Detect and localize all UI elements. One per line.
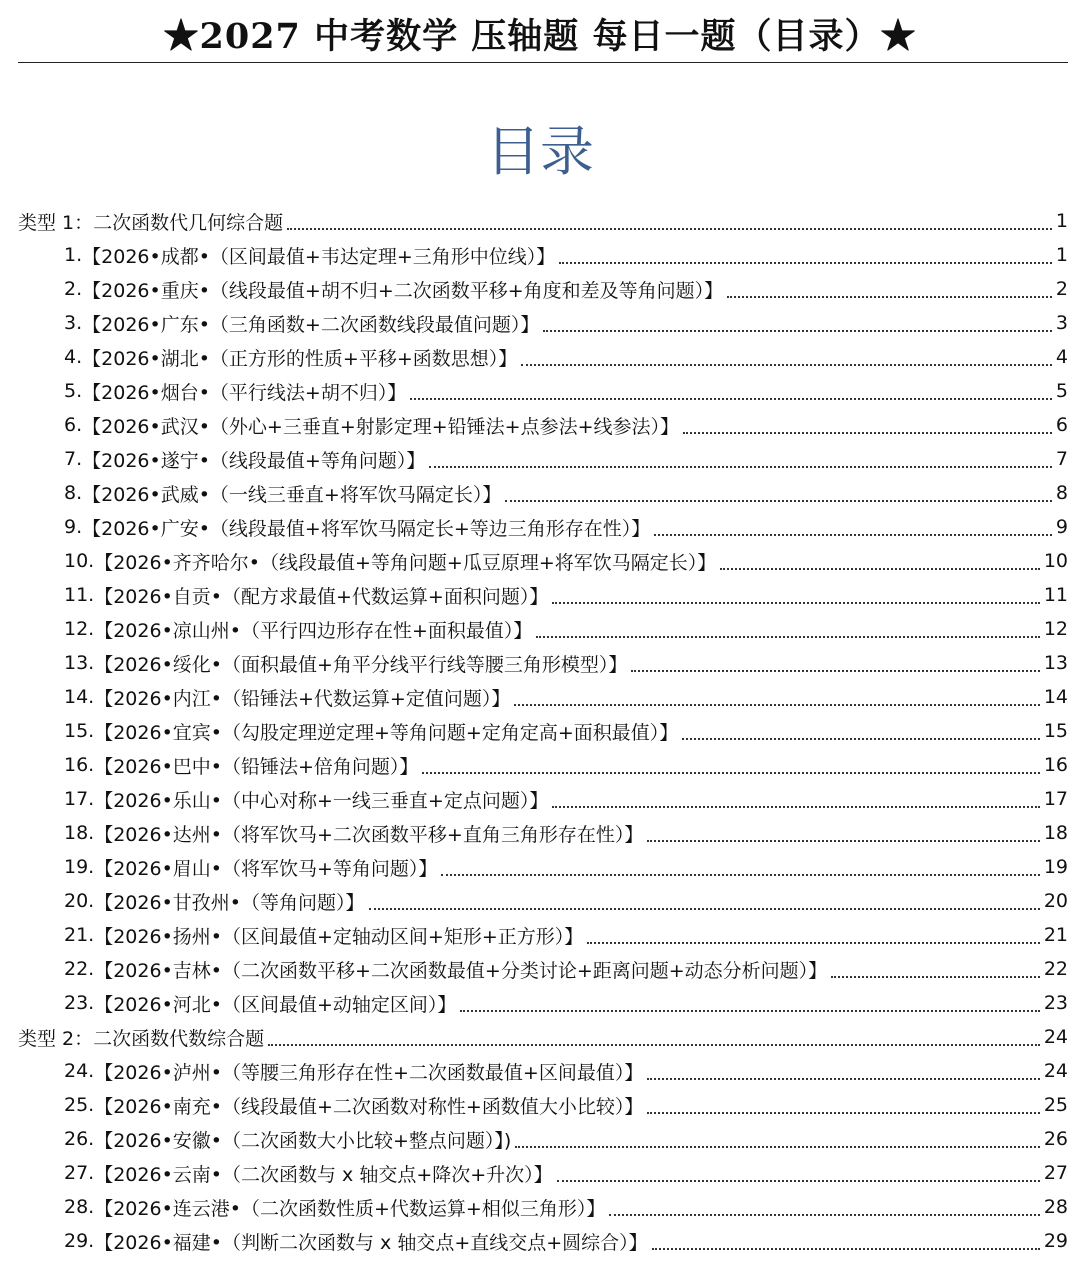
toc-entry-row[interactable]: [0, 816, 1080, 850]
toc-entry-number: 1.: [64, 244, 83, 266]
toc-entry-number: 29.: [64, 1230, 95, 1252]
toc-entry-topics: （勾股定理逆定理+等角问题+定角定高+面积最值）】: [222, 721, 679, 744]
toc-dot-leader: [587, 920, 1040, 944]
toc-page-number: 21: [1043, 924, 1068, 946]
toc-entry-source: 【2026•绥化•: [94, 653, 222, 676]
toc-dot-leader: [268, 1022, 1040, 1046]
toc-dot-leader: [536, 614, 1039, 638]
toc-page-number: 10: [1043, 550, 1068, 572]
toc-entry-number: 8.: [64, 482, 83, 504]
toc-entry-topics: （等角问题）】: [241, 891, 365, 914]
toc-entry-number: 25.: [64, 1094, 95, 1116]
toc-entry-number: 17.: [64, 788, 95, 810]
toc-entry-row[interactable]: [0, 986, 1080, 1020]
toc-entry-number: 2.: [64, 278, 83, 300]
toc-entry-topics: （线段最值+将军饮马隔定长+等边三角形存在性）】: [209, 517, 651, 540]
toc-entry-topics: （将军饮马+二次函数平移+直角三角形存在性）】: [222, 823, 644, 846]
toc-entry-row[interactable]: [0, 272, 1080, 306]
toc-page-number: 12: [1043, 618, 1068, 640]
toc-dot-leader: [831, 954, 1040, 978]
toc-dot-leader: [683, 410, 1052, 434]
toc-entry-row[interactable]: [0, 952, 1080, 986]
toc-page-number: 5: [1055, 380, 1068, 402]
toc-dot-leader: [552, 580, 1039, 604]
toc-entry-row[interactable]: [0, 544, 1080, 578]
toc-page-number: 3: [1055, 312, 1068, 334]
toc-entry-topics: （二次函数性质+代数运算+相似三角形）】: [241, 1197, 606, 1220]
toc-entry-topics: （正方形的性质+平移+函数思想）】: [209, 347, 518, 370]
toc-page-number: 4: [1055, 346, 1068, 368]
toc-entry-number: 28.: [64, 1196, 95, 1218]
toc-page-number: 24: [1043, 1026, 1068, 1048]
toc-entry-number: 18.: [64, 822, 95, 844]
toc-entry-row[interactable]: [0, 714, 1080, 748]
toc-entry-source: 【2026•遂宁•: [82, 449, 210, 472]
header-rule: [18, 62, 1068, 63]
toc-entry-topics: （外心+三垂直+射影定理+铅锤法+点参法+线参法）】: [209, 415, 680, 438]
toc-entry-source: 【2026•泸州•: [94, 1061, 222, 1084]
toc-entry-source: 【2026•安徽•: [94, 1129, 222, 1152]
toc-page-number: 25: [1043, 1094, 1068, 1116]
toc-entry-number: 27.: [64, 1162, 95, 1184]
toc-entry-row[interactable]: [0, 748, 1080, 782]
toc-entry-topics: （二次函数与 x 轴交点+降次+升次）】: [222, 1163, 553, 1186]
toc-entry-row[interactable]: [0, 1054, 1080, 1088]
toc-entry-number: 5.: [64, 380, 83, 402]
toc-entry-topics: （判断二次函数与 x 轴交点+直线交点+圆综合）】: [222, 1231, 648, 1254]
toc-dot-leader: [287, 206, 1052, 230]
toc-entry-source: 【2026•南充•: [94, 1095, 222, 1118]
toc-entry-topics: （线段最值+等角问题+瓜豆原理+将军饮马隔定长）】: [260, 551, 717, 574]
toc-entry-row[interactable]: [0, 578, 1080, 612]
toc-entry-row[interactable]: [0, 476, 1080, 510]
toc-dot-leader: [682, 716, 1040, 740]
toc-section-title: 类型 1：二次函数代几何综合题: [18, 211, 284, 234]
toc-entry-topics: （二次函数平移+二次函数最值+分类讨论+距离问题+动态分析问题）】: [222, 959, 828, 982]
toc-entry-row[interactable]: [0, 306, 1080, 340]
toc-entry-source: 【2026•乐山•: [94, 789, 222, 812]
toc-entry-number: 14.: [64, 686, 95, 708]
toc-entry-source: 【2026•广安•: [82, 517, 210, 540]
toc-dot-leader: [552, 784, 1039, 808]
toc-page-number: 8: [1055, 482, 1068, 504]
toc-entry-source: 【2026•武汉•: [82, 415, 210, 438]
toc-section-row[interactable]: [0, 1020, 1080, 1054]
toc-entry-row[interactable]: [0, 782, 1080, 816]
toc-dot-leader: [460, 988, 1039, 1012]
toc-entry-topics: （铅锤法+倍角问题）】: [222, 755, 419, 778]
toc-page-number: 18: [1043, 822, 1068, 844]
toc-dot-leader: [429, 444, 1052, 468]
toc-entry-number: 16.: [64, 754, 95, 776]
toc-entry-row[interactable]: [0, 238, 1080, 272]
toc-entry-topics: （线段最值+胡不归+二次函数平移+角度和差及等角问题）】: [209, 279, 724, 302]
toc-entry-row[interactable]: [0, 1156, 1080, 1190]
toc-entry-source: 【2026•甘孜州•: [94, 891, 241, 914]
toc-entry-source: 【2026•云南•: [94, 1163, 222, 1186]
toc-entry-number: 19.: [64, 856, 95, 878]
toc-entry-topics: （中心对称+一线三垂直+定点问题）】: [222, 789, 549, 812]
toc-entry-number: 10.: [64, 550, 95, 572]
toc-page-number: 26: [1043, 1128, 1068, 1150]
toc-entry-topics: （区间最值+韦达定理+三角形中位线）】: [209, 245, 556, 268]
toc-dot-leader: [441, 852, 1039, 876]
toc-page-number: 16: [1043, 754, 1068, 776]
toc-entry-row[interactable]: [0, 918, 1080, 952]
toc-page-number: 19: [1043, 856, 1068, 878]
toc-entry-source: 【2026•吉林•: [94, 959, 222, 982]
toc-entry-topics: （区间最值+定轴动区间+矩形+正方形）】: [222, 925, 584, 948]
toc-entry-row[interactable]: [0, 374, 1080, 408]
toc-entry-row[interactable]: [0, 646, 1080, 680]
toc-dot-leader: [514, 682, 1039, 706]
toc-dot-leader: [559, 240, 1052, 264]
toc-section-row[interactable]: [0, 204, 1080, 238]
toc-page-number: 28: [1043, 1196, 1068, 1218]
toc-entry-topics: （线段最值+等角问题）】: [209, 449, 426, 472]
toc-page-number: 17: [1043, 788, 1068, 810]
toc-entry-number: 15.: [64, 720, 95, 742]
toc-dot-leader: [647, 818, 1039, 842]
toc-page-number: 15: [1043, 720, 1068, 742]
toc-entry-topics: （一线三垂直+将军饮马隔定长）】: [209, 483, 502, 506]
toc-entry-number: 12.: [64, 618, 95, 640]
toc-entry-source: 【2026•广东•: [82, 313, 210, 336]
toc-page-number: 13: [1043, 652, 1068, 674]
toc-entry-topics: （平行线法+胡不归）】: [209, 381, 407, 404]
toc-entry-row[interactable]: [0, 340, 1080, 374]
toc-page-number: 9: [1055, 516, 1068, 538]
toc-entry-source: 【2026•河北•: [94, 993, 222, 1016]
toc-entry-number: 22.: [64, 958, 95, 980]
toc-page-number: 11: [1043, 584, 1068, 606]
toc-entry-source: 【2026•自贡•: [94, 585, 222, 608]
toc-entry-topics: （配方求最值+代数运算+面积问题）】: [222, 585, 549, 608]
toc-entry-row[interactable]: [0, 680, 1080, 714]
toc-entry-number: 26.: [64, 1128, 95, 1150]
toc-entry-number: 21.: [64, 924, 95, 946]
toc-entry-topics: （二次函数大小比较+整点问题）】): [222, 1129, 512, 1152]
toc-dot-leader: [727, 274, 1052, 298]
toc-page-number: 24: [1043, 1060, 1068, 1082]
toc-dot-leader: [654, 512, 1052, 536]
toc-entry-source: 【2026•巴中•: [94, 755, 222, 778]
toc-page-number: 6: [1055, 414, 1068, 436]
toc-entry-row[interactable]: [0, 884, 1080, 918]
toc-dot-leader: [422, 750, 1039, 774]
toc-entry-topics: （铅锤法+代数运算+定值问题）】: [222, 687, 511, 710]
toc-entry-number: 3.: [64, 312, 83, 334]
toc-entry-topics: （三角函数+二次函数线段最值问题）】: [209, 313, 540, 336]
toc-entry-number: 13.: [64, 652, 95, 674]
toc-page-number: 1: [1055, 210, 1068, 232]
toc-entry-number: 7.: [64, 448, 83, 470]
toc-entry-source: 【2026•重庆•: [82, 279, 210, 302]
toc-entry-number: 6.: [64, 414, 83, 436]
toc-entry-number: 20.: [64, 890, 95, 912]
toc-dot-leader: [521, 342, 1052, 366]
toc-entry-topics: （平行四边形存在性+面积最值）】: [241, 619, 533, 642]
toc-entry-topics: （将军饮马+等角问题）】: [222, 857, 438, 880]
toc-entry-source: 【2026•宜宾•: [94, 721, 222, 744]
toc-entry-row[interactable]: [0, 1190, 1080, 1224]
toc-page-number: 27: [1043, 1162, 1068, 1184]
toc-page-number: 23: [1043, 992, 1068, 1014]
toc-heading: 目录: [486, 120, 594, 183]
toc-entry-source: 【2026•内江•: [94, 687, 222, 710]
toc-section-title: 类型 2：二次函数代数综合题: [18, 1027, 265, 1050]
toc-entry-number: 23.: [64, 992, 95, 1014]
toc-entry-source: 【2026•烟台•: [82, 381, 210, 404]
toc-entry-row[interactable]: [0, 442, 1080, 476]
toc-dot-leader: [720, 546, 1040, 570]
toc-entry-source: 【2026•福建•: [94, 1231, 222, 1254]
toc-dot-leader: [505, 478, 1052, 502]
toc-entry-row[interactable]: [0, 1122, 1080, 1156]
toc-dot-leader: [410, 376, 1052, 400]
page-header: [0, 0, 1080, 66]
toc-page-number: 14: [1043, 686, 1068, 708]
toc-entry-number: 24.: [64, 1060, 95, 1082]
toc-page-number: 1: [1055, 244, 1068, 266]
toc-dot-leader: [515, 1124, 1039, 1148]
toc-entry-number: 4.: [64, 346, 83, 368]
toc-entry-row[interactable]: [0, 850, 1080, 884]
toc-page-number: 7: [1055, 448, 1068, 470]
toc-entry-source: 【2026•湖北•: [82, 347, 210, 370]
toc-entry-source: 【2026•齐齐哈尔•: [94, 551, 260, 574]
toc-entry-source: 【2026•眉山•: [94, 857, 222, 880]
toc-entry-row[interactable]: [0, 408, 1080, 442]
toc-entry-source: 【2026•扬州•: [94, 925, 222, 948]
toc-entry-topics: （面积最值+角平分线平行线等腰三角形模型）】: [222, 653, 628, 676]
toc-entry-source: 【2026•达州•: [94, 823, 222, 846]
toc-page-number: 20: [1043, 890, 1068, 912]
toc-page-number: 2: [1055, 278, 1068, 300]
toc-entry-row[interactable]: [0, 1088, 1080, 1122]
toc-entry-topics: （等腰三角形存在性+二次函数最值+区间最值）】: [222, 1061, 644, 1084]
toc-entry-topics: （区间最值+动轴定区间）】: [222, 993, 457, 1016]
toc-dot-leader: [652, 1226, 1040, 1250]
toc-dot-leader: [609, 1192, 1039, 1216]
toc-page-number: 29: [1043, 1230, 1068, 1252]
toc-entry-topics: （线段最值+二次函数对称性+函数值大小比较）】: [222, 1095, 644, 1118]
toc-entry-row[interactable]: [0, 612, 1080, 646]
toc-entry-number: 9.: [64, 516, 83, 538]
toc-entry-row[interactable]: [0, 1224, 1080, 1258]
toc-entry-row[interactable]: [0, 510, 1080, 544]
table-of-contents: [0, 204, 1080, 1258]
toc-entry-source: 【2026•成都•: [82, 245, 210, 268]
toc-page-number: 22: [1043, 958, 1068, 980]
toc-dot-leader: [631, 648, 1039, 672]
toc-entry-source: 【2026•连云港•: [94, 1197, 241, 1220]
toc-dot-leader: [647, 1056, 1039, 1080]
document-title: ★2027 中考数学 压轴题 每日一题（目录）★: [163, 16, 917, 57]
toc-entry-source: 【2026•凉山州•: [94, 619, 241, 642]
toc-dot-leader: [369, 886, 1040, 910]
toc-dot-leader: [557, 1158, 1040, 1182]
toc-entry-number: 11.: [64, 584, 95, 606]
toc-dot-leader: [647, 1090, 1039, 1114]
toc-dot-leader: [543, 308, 1052, 332]
toc-entry-source: 【2026•武威•: [82, 483, 210, 506]
